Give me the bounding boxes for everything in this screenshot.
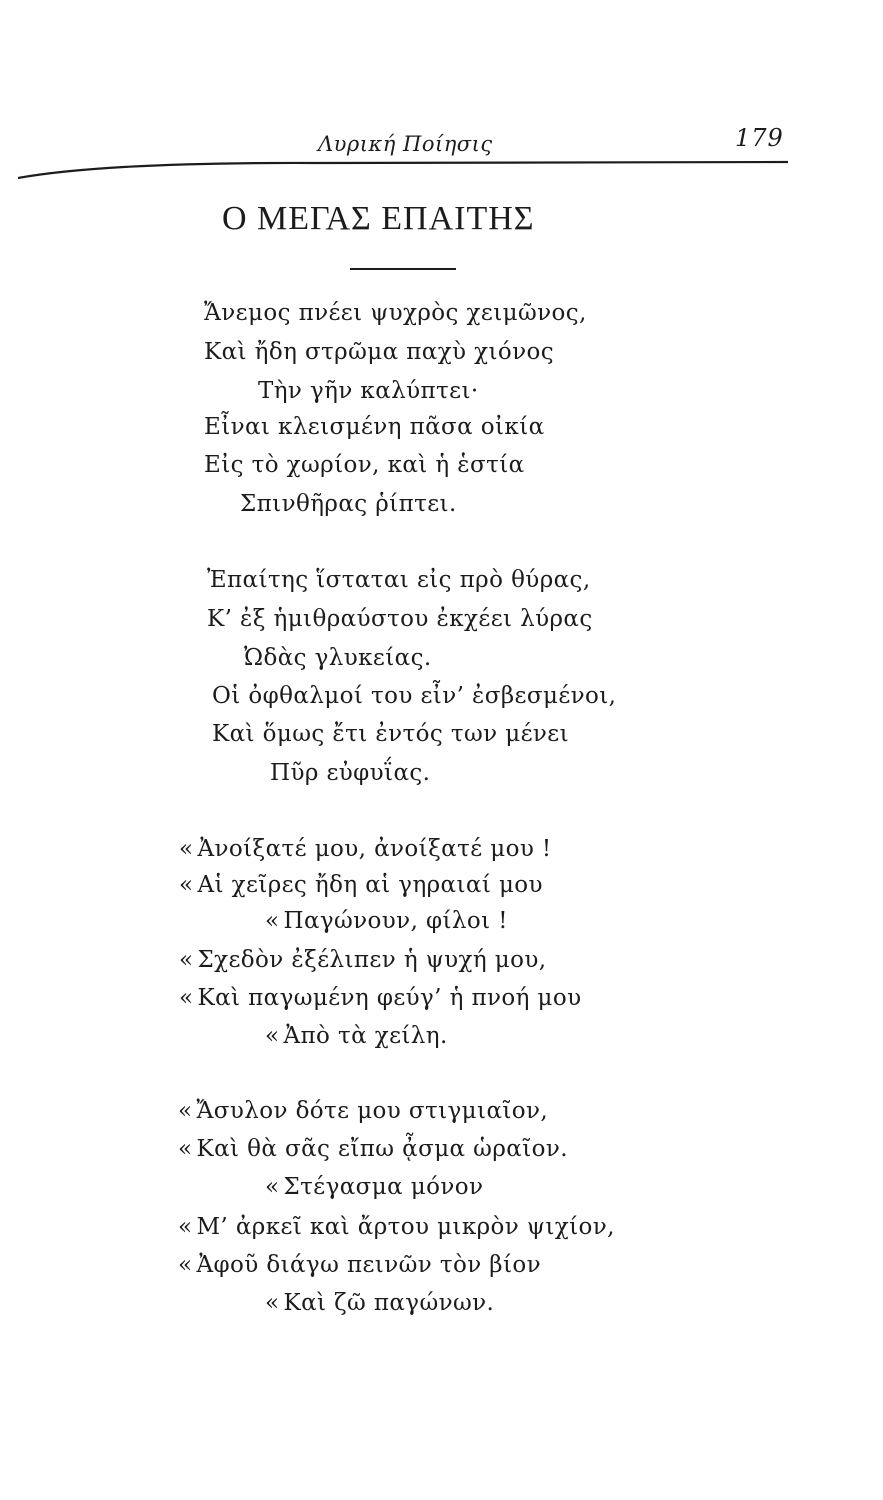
poem-line: [265, 1174, 483, 1200]
line-text: Κ’ ἐξ ἡμιθραύστου ἐκχέει λύρας: [207, 606, 593, 632]
poem-line: [204, 414, 545, 440]
line-text: Ἀνοίξατέ μου, ἀνοίξατέ μου !: [197, 836, 552, 862]
line-text: Σπινθῆρας ῥίπτει.: [240, 491, 457, 517]
line-text: Τὴν γῆν καλύπτει·: [258, 378, 479, 404]
poem-line: [178, 1136, 568, 1162]
quote-mark: «: [265, 908, 280, 934]
poem-line: [178, 1252, 541, 1278]
line-text: Ἄσυλον δότε μου στιγμιαῖον,: [196, 1098, 549, 1124]
poem-line: [258, 378, 479, 404]
title-rule: [350, 268, 456, 270]
line-text: Οἱ ὀφθαλμοί του εἶν’ ἐσβεσμένοι,: [212, 683, 617, 709]
line-text: Στέγασμα μόνον: [283, 1174, 484, 1200]
line-text: Καὶ θὰ σᾶς εἴπω ᾆσμα ὡραῖον.: [196, 1136, 568, 1162]
quote-mark: «: [179, 947, 194, 973]
line-text: Ὠδὰς γλυκείας.: [244, 645, 432, 671]
quote-mark: «: [265, 1023, 280, 1049]
line-text: Εἶναι κλεισμένη πᾶσα οἰκία: [204, 414, 545, 440]
poem-line: [179, 947, 546, 973]
poem-line: [178, 1214, 615, 1240]
line-text: Καὶ ζῶ παγώνων.: [283, 1290, 495, 1316]
poem-line: [240, 491, 457, 517]
line-text: Καὶ ὅμως ἔτι ἐντός των μένει: [212, 721, 570, 747]
line-text: Καὶ παγωμένη φεύγ’ ἡ πνοή μου: [197, 985, 582, 1011]
poem-line: [178, 1098, 548, 1124]
quote-mark: «: [178, 1098, 193, 1124]
header-rule: [18, 160, 788, 184]
quote-mark: «: [178, 1252, 193, 1278]
poem-line: [244, 645, 432, 671]
poem-line: [179, 985, 582, 1011]
poem-line: [207, 606, 593, 632]
quote-mark: «: [265, 1174, 280, 1200]
poem-line: [265, 1290, 494, 1316]
poem-line: [212, 721, 569, 747]
line-text: Ἄνεμος πνέει ψυχρὸς χειμῶνος,: [204, 300, 587, 326]
poem-line: [265, 1023, 448, 1049]
running-head: Λυρική Ποίησις: [318, 132, 493, 156]
line-text: Εἰς τὸ χωρίον, καὶ ἡ ἑστία: [204, 452, 525, 478]
line-text: Σχεδὸν ἐξέλιπεν ἡ ψυχή μου,: [197, 947, 547, 973]
quote-mark: «: [178, 1214, 193, 1240]
poem-line: [204, 300, 587, 326]
quote-mark: «: [178, 1136, 193, 1162]
poem-line: [179, 872, 543, 898]
quote-mark: «: [265, 1290, 280, 1316]
poem-line: [270, 760, 430, 786]
line-text: Μ’ ἀρκεῖ καὶ ἄρτου μικρὸν ψιχίον,: [196, 1214, 615, 1240]
quote-mark: «: [179, 836, 194, 862]
page-number: 179: [735, 124, 784, 152]
quote-mark: «: [179, 872, 194, 898]
poem-title: Ο ΜΕΓΑΣ ΕΠΑΙΤΗΣ: [222, 200, 535, 237]
line-text: Ἐπαίτης ἵσταται εἰς πρὸ θύρας,: [207, 567, 591, 593]
line-text: Παγώνουν, φίλοι !: [283, 908, 508, 934]
poem-line: [204, 452, 525, 478]
poem-line: [179, 836, 552, 862]
line-text: Ἀφοῦ διάγω πεινῶν τὸν βίον: [196, 1252, 542, 1278]
line-text: Αἱ χεῖρες ἤδη αἱ γηραιαί μου: [197, 872, 543, 898]
quote-mark: «: [179, 985, 194, 1011]
poem-line: [265, 908, 508, 934]
poem-line: [207, 567, 591, 593]
poem-line: [204, 339, 554, 365]
line-text: Πῦρ εὐφυΐας.: [270, 760, 431, 786]
line-text: Ἀπὸ τὰ χείλη.: [283, 1023, 448, 1049]
poem-line: [212, 683, 616, 709]
line-text: Καὶ ἤδη στρῶμα παχὺ χιόνος: [204, 339, 555, 365]
